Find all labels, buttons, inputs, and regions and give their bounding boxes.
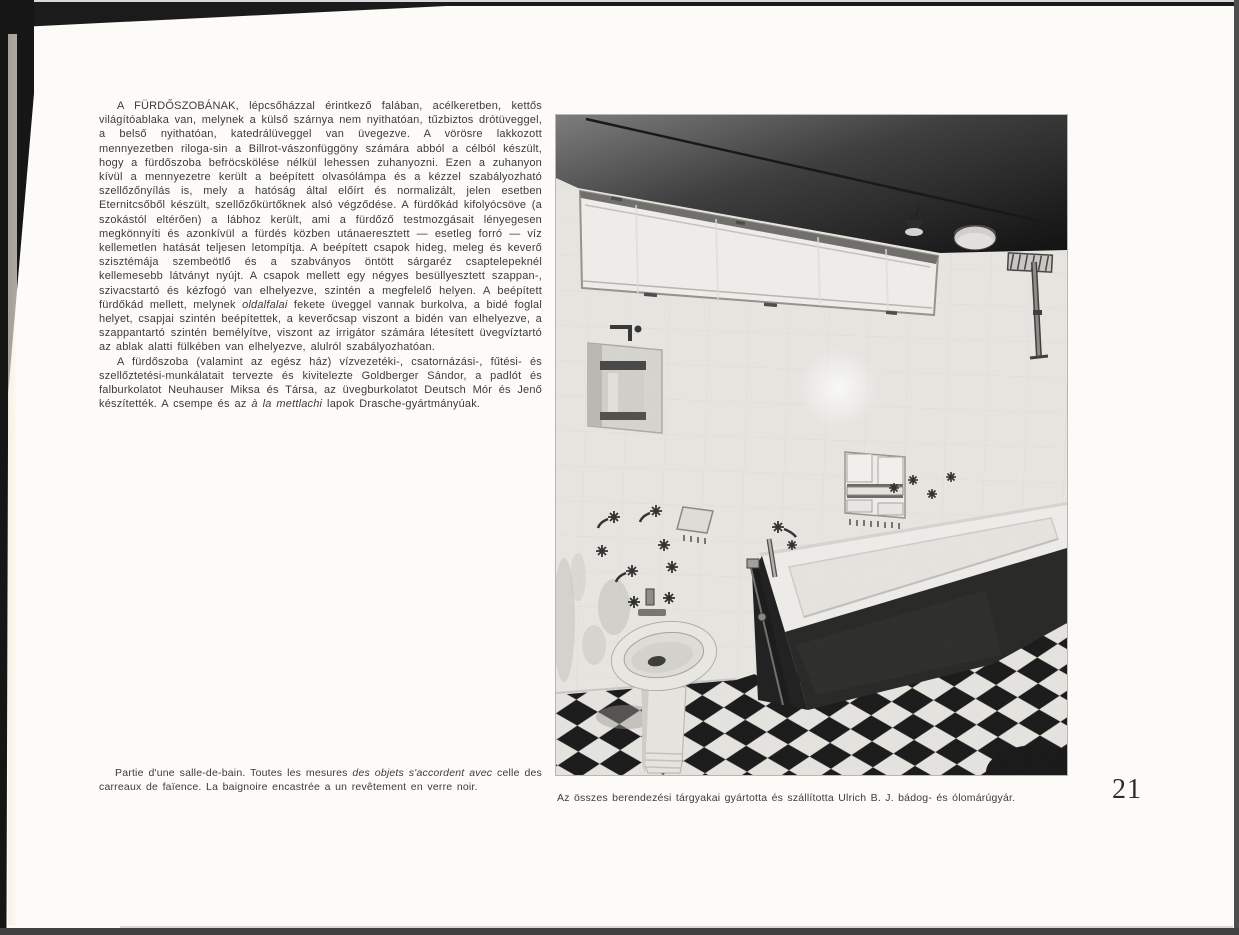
- bathroom-photo: [556, 115, 1067, 775]
- bathroom-photo-svg: [556, 115, 1067, 775]
- paragraph-2-text-end: lapok Drasche-gyártmányúak.: [322, 398, 481, 411]
- french-caption-text-end: celle des carreaux de faïence. La baignoire encastrée a un revêtement en verre noir.: [99, 767, 542, 793]
- photo-caption-french: [99, 767, 542, 794]
- photo-grain: [556, 115, 1067, 775]
- paragraph-1-text: A FÜRDŐSZOBÁNAK, lépcsőházzal érintkező falában, acélkeretben, kettős világítóablaka van, melynek a külső szárnya nem nyithatóan, tűzbiztos drótüveggel, a belső nyithatóan, katedrálüveggel van üvegezve. A vörösre lakkozott mennyezetben riloga-sin a Billrot-vászonfüggöny számára abból a célból készült, hogy a fürdőszoba befröcskölése nélkül lehessen zuhanyozni. Ezen a zuhanyon kívül a mennyezetre került a beépített olvasólámpa és a kézzel szabályozható szellőzőnyílás is, mely a hatóság által előírt és normalizált, jelen esetben Eternitcsőből készült, szellőzőkürtőknek alsó végződése. A fürdőkád kifolyócsöve (a szokástól eltérően) a lábhoz került, ami a fürdőző testmozgásait lényegesen megkönnyíti és azonkívül a fürdés közben utánaeresztett — esetleg forró — víz kellemetlen hatását teljesen letompítja. A beépített csapok hideg, meleg és keverő szisztémája szembeötlő és a szabványos öntött sárgaréz csaptelepeknél kellemesebb látványt nyújt. A csapok mellett egy négyes besüllyesztett szappan-, szivacstartó és kézfogó van elhelyezve, szintén a megfelelő helyen. A beépített fürdőkád mellett, melynek: [99, 100, 542, 311]
- french-caption-italic: des objets s'accordent avec: [352, 767, 493, 779]
- article-paragraph-2: [99, 355, 542, 412]
- scan-edge-bottom: [0, 928, 1239, 935]
- paragraph-1-italic: oldalfalai: [242, 298, 288, 311]
- article-text: [99, 99, 542, 411]
- scan-edge-top-light: [0, 0, 1239, 2]
- photo-caption-hungarian: Az összes berendezési tárgyakai gyártotta és szállította Ulrich B. J. bádog- és ólomárúgyár.: [557, 792, 1016, 804]
- paragraph-1-text-end: fekete üveggel vannak burkolva, a bidé foglal helyet, csapjai szintén beépítettek, a keverőcsap viszont a bidén van elhelyezve, a szappantartó szintén bemélyítve, viszont az irrigátor számára létesített üvegvíztartó az ablak alatti fülkében van elhelyezve, alulról szabályozhatóan.: [99, 298, 543, 354]
- french-caption-text: Partie d'une salle-de-bain. Toutes les mesures: [115, 767, 353, 779]
- page-number: 21: [1112, 774, 1142, 805]
- article-paragraph-1: [99, 99, 542, 355]
- scan-edge-top: [0, 0, 1239, 30]
- paragraph-2-italic: à la mettlachi: [251, 398, 323, 411]
- scan-edge-left: [0, 0, 34, 935]
- french-caption-paragraph: [99, 767, 542, 794]
- paragraph-2-text: A fürdőszoba (valamint az egész ház) vízvezetéki-, csatornázási-, fűtési- és szellőztetési-munkálatait tervezte és kivitelezte Goldberger Sándor, a padlót és falburkolatot Neuhauser Miksa és Társa, az üvegburkolatot Deutsch Mór és Jenő készítették. A csempe és az: [99, 355, 542, 411]
- page-paper-edge: [8, 34, 17, 925]
- scan-edge-right: [1234, 0, 1239, 935]
